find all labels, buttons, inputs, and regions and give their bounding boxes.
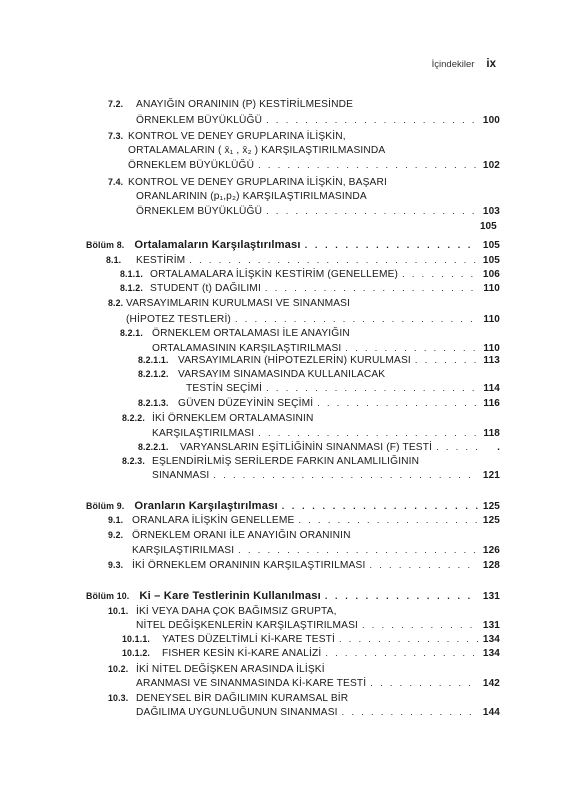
- toc-section-title: ÖRNEKLEM BÜYÜKLÜĞÜ: [128, 160, 255, 171]
- toc-section-number: 8.1.1.: [120, 269, 143, 279]
- toc-entry-row: [152, 469, 500, 482]
- toc-section-number: 10.1.1.: [122, 634, 150, 644]
- toc-section-title: ORTALAMASININ KARŞILAŞTIRILMASI: [152, 343, 342, 354]
- toc-section-title: ÖRNEKLEM ORTALAMASI İLE ANAYIĞIN: [152, 328, 350, 339]
- toc-page-number: 134: [482, 634, 500, 645]
- toc-page-number: 131: [482, 591, 500, 602]
- toc-entry-row: [138, 354, 500, 367]
- toc-page-number: 105: [480, 221, 497, 232]
- toc-section-title: EŞLENDİRİLMİŞ SERİLERDE FARKIN ANLAMLILIĞININ: [152, 456, 420, 467]
- toc-section-title: VARYANSLARIN EŞİTLİĞİNİN SINANMASI (F) TESTİ: [180, 442, 433, 453]
- toc-entry-row: [108, 514, 500, 527]
- toc-chapter-row: [86, 500, 500, 513]
- toc-chapter-row: [86, 590, 500, 603]
- toc-entry-row: [138, 368, 500, 381]
- toc-section-title: İKİ NİTEL DEĞİŞKEN ARASINDA İLİŞKİ: [136, 664, 325, 675]
- dot-leader: [258, 159, 478, 172]
- toc-section-number: 10.3.: [108, 693, 129, 703]
- toc-entry-row: [136, 706, 500, 719]
- toc-entry-row: [138, 441, 500, 454]
- toc-entry-row: [186, 382, 500, 395]
- toc-entry-row: [136, 677, 500, 690]
- toc-section-number: 8.2.2.1.: [138, 442, 169, 452]
- toc-entry-row: [136, 190, 500, 203]
- toc-section-title: ORTALAMALARA İLİŞKİN KESTİRİM (GENELLEME): [150, 269, 399, 280]
- toc-section-title: ÖRNEKLEM BÜYÜKLÜĞÜ: [136, 206, 263, 217]
- dot-leader: [342, 706, 478, 719]
- page-number-roman: ix: [486, 58, 496, 70]
- toc-entry-row: [122, 412, 500, 425]
- toc-section-number: 9.2.: [108, 530, 124, 540]
- dot-leader: [258, 427, 478, 440]
- toc-page-number: 113: [483, 355, 500, 366]
- toc-page-number: 110: [483, 283, 500, 294]
- toc-section-number: 8.2.2.: [122, 413, 145, 423]
- toc-section-title: (HİPOTEZ TESTLERİ): [126, 314, 231, 325]
- toc-chapter-title: Oranların Karşılaştırılması: [134, 500, 278, 512]
- dot-leader: [415, 354, 478, 367]
- toc-section-number: 10.1.: [108, 606, 129, 616]
- dot-leader: [265, 282, 478, 295]
- toc-entry-row: [120, 268, 500, 281]
- toc-section-title: ÖRNEKLEM BÜYÜKLÜĞÜ: [136, 115, 263, 126]
- toc-page-number: 116: [483, 398, 500, 409]
- toc-section-number: 9.3.: [108, 560, 124, 570]
- toc-section-title: SINANMASI: [152, 470, 210, 481]
- running-header-section: İçindekiler: [431, 59, 475, 70]
- toc-entry-row: [128, 159, 500, 172]
- dot-leader: [238, 544, 478, 557]
- toc-entry-row: [120, 327, 500, 340]
- dot-leader: [282, 500, 478, 513]
- toc-section-number: 7.2.: [108, 99, 124, 109]
- toc-section-title: FISHER KESİN Kİ-KARE ANALİZİ: [162, 648, 322, 659]
- toc-page-number: 103: [482, 206, 500, 217]
- toc-page-number: 126: [482, 545, 500, 556]
- toc-section-number: 7.4.: [108, 177, 124, 187]
- toc-section-title: İKİ VEYA DAHA ÇOK BAĞIMSIZ GRUPTA,: [136, 606, 337, 617]
- toc-entry-row: [122, 647, 500, 660]
- toc-chapter-number: Bölüm 8.: [86, 240, 125, 250]
- toc-section-title: KONTROL VE DENEY GRUPLARINA İLİŞKİN, BAŞARI: [128, 177, 387, 188]
- dot-leader: [266, 382, 478, 395]
- dot-leader: [362, 619, 478, 632]
- toc-section-title: DENEYSEL BİR DAĞILIMIN KURAMSAL BİR: [136, 693, 349, 704]
- dot-leader: [266, 114, 478, 127]
- toc-entry-row: [108, 605, 500, 618]
- toc-entry-row: [120, 282, 500, 295]
- toc-section-title: ORANLARININ (p₁,p₂) KARŞILAŞTIRILMASINDA: [136, 191, 367, 202]
- toc-page-number: 118: [483, 428, 500, 439]
- toc-entry-row: [126, 313, 500, 326]
- toc-chapter-title: Ortalamaların Karşılaştırılması: [134, 239, 301, 251]
- dot-leader: [266, 205, 478, 218]
- toc-section-title: VARSAYIMLARIN KURULMASI VE SINANMASI: [126, 298, 351, 309]
- dot-leader: [235, 313, 478, 326]
- toc-section-title: KESTİRİM: [136, 255, 186, 266]
- toc-page-number: 131: [482, 620, 500, 631]
- toc-section-number: 8.2.1.: [120, 328, 143, 338]
- dot-leader: [339, 633, 478, 646]
- dot-leader: [317, 397, 478, 410]
- toc-page-number: 134: [482, 648, 500, 659]
- dot-leader: [325, 590, 478, 603]
- toc-entry-row: [108, 529, 500, 542]
- toc-section-title: STUDENT (t) DAĞILIMI: [150, 283, 261, 294]
- toc-section-title: ANAYIĞIN ORANININ (P) KESTİRİLMESİNDE: [136, 99, 354, 110]
- toc-entry-row: [128, 144, 500, 157]
- toc-entry-row: [108, 297, 500, 310]
- toc-section-title: GÜVEN DÜZEYİNİN SEÇİMİ: [178, 398, 314, 409]
- dot-leader: [436, 441, 478, 454]
- toc-section-number: 9.1.: [108, 515, 124, 525]
- toc-section-title: YATES DÜZELTİMLİ Kİ-KARE TESTİ: [162, 634, 335, 645]
- toc-section-number: 8.2.3.: [122, 456, 145, 466]
- toc-section-title: KARŞILAŞTIRILMASI: [132, 545, 235, 556]
- toc-entry-row: [122, 455, 500, 468]
- toc-entry-row: [106, 254, 500, 267]
- dot-leader: [402, 268, 478, 281]
- toc-section-title: ORANLARA İLİŞKİN GENELLEME: [132, 515, 295, 526]
- toc-entry-row: [108, 559, 500, 572]
- toc-section-title: VARSAYIM SINAMASINDA KULLANILACAK: [178, 369, 386, 380]
- toc-entry-row: [152, 427, 500, 440]
- toc-chapter-number: Bölüm 9.: [86, 501, 125, 511]
- toc-section-title: VARSAYIMLARIN (HİPOTEZLERİN) KURULMASI: [178, 355, 411, 366]
- toc-entry-row: [108, 98, 500, 111]
- dot-leader: [189, 254, 478, 267]
- toc-chapter-row: [86, 239, 500, 252]
- toc-section-title: ARANMASI VE SINANMASINDA Kİ-KARE TESTİ: [136, 678, 367, 689]
- toc-entry-row: [138, 397, 500, 410]
- toc-page-number: 110: [483, 314, 500, 325]
- toc-entry-row: [122, 633, 500, 646]
- toc-chapter-title: Ki – Kare Testlerinin Kullanılması: [139, 590, 321, 602]
- toc-entry-row: [108, 692, 500, 705]
- dot-leader: [370, 677, 478, 690]
- toc-section-number: 8.2.1.3.: [138, 398, 169, 408]
- toc-section-title: ORTALAMALARIN ( x̄₁ , x̄₂ ) KARŞILAŞTIRILMASINDA: [128, 145, 386, 156]
- toc-section-number: 8.2.: [108, 298, 124, 308]
- toc-section-number: 7.3.: [108, 131, 124, 141]
- running-header: [432, 58, 496, 70]
- toc-section-title: ÖRNEKLEM ORANI İLE ANAYIĞIN ORANININ: [132, 530, 351, 541]
- dot-leader: [298, 514, 478, 527]
- toc-page-number: 105: [482, 240, 500, 251]
- dot-leader: [213, 469, 478, 482]
- toc-page-number: .: [497, 442, 500, 453]
- toc-page-number: 125: [482, 515, 500, 526]
- toc-entry-row: [108, 176, 500, 189]
- dot-leader: [305, 239, 478, 252]
- toc-section-number: 8.2.1.2.: [138, 369, 169, 379]
- toc-page-number: 142: [482, 678, 500, 689]
- toc-section-number: 8.2.1.1.: [138, 355, 169, 365]
- toc-section-number: 10.1.2.: [122, 648, 150, 658]
- toc-section-number: 10.2.: [108, 664, 129, 674]
- toc-page-number: 144: [482, 707, 500, 718]
- toc-section-title: TESTİN SEÇİMİ: [186, 383, 263, 394]
- toc-entry-row: [108, 130, 500, 143]
- toc-page-number: 128: [482, 560, 500, 571]
- toc-page-number: 121: [482, 470, 500, 481]
- toc-entry-row: [136, 619, 500, 632]
- toc-section-title: NİTEL DEĞİŞKENLERİN KARŞILAŞTIRILMASI: [136, 620, 358, 631]
- toc-page-number: 100: [482, 115, 500, 126]
- toc-page-number: 106: [482, 269, 500, 280]
- toc-section-title: İKİ ÖRNEKLEM ORANININ KARŞILAŞTIRILMASI: [132, 560, 366, 571]
- toc-section-title: KARŞILAŞTIRILMASI: [152, 428, 255, 439]
- toc-entry-row: [108, 663, 500, 676]
- toc-section-number: 8.1.2.: [120, 283, 143, 293]
- dot-leader: [325, 647, 478, 660]
- toc-page-number: 102: [482, 160, 500, 171]
- dot-leader: [369, 559, 478, 572]
- toc-entry-row: [136, 114, 500, 127]
- toc-section-title: DAĞILIMA UYGUNLUĞUNUN SINANMASI: [136, 707, 338, 718]
- toc-chapter-number: Bölüm 10.: [86, 591, 130, 601]
- toc-entry-row: [132, 544, 500, 557]
- toc-section-title: İKİ ÖRNEKLEM ORTALAMASININ: [152, 413, 314, 424]
- toc-page-number: 114: [483, 383, 500, 394]
- toc-page-number: 110: [483, 343, 500, 354]
- toc-section-number: 8.1.: [106, 255, 122, 265]
- toc-section-title: KONTROL VE DENEY GRUPLARINA İLİŞKİN,: [128, 131, 346, 142]
- toc-entry-row: [136, 205, 500, 218]
- toc-page-number: 125: [482, 501, 500, 512]
- toc-page-number: 105: [482, 255, 500, 266]
